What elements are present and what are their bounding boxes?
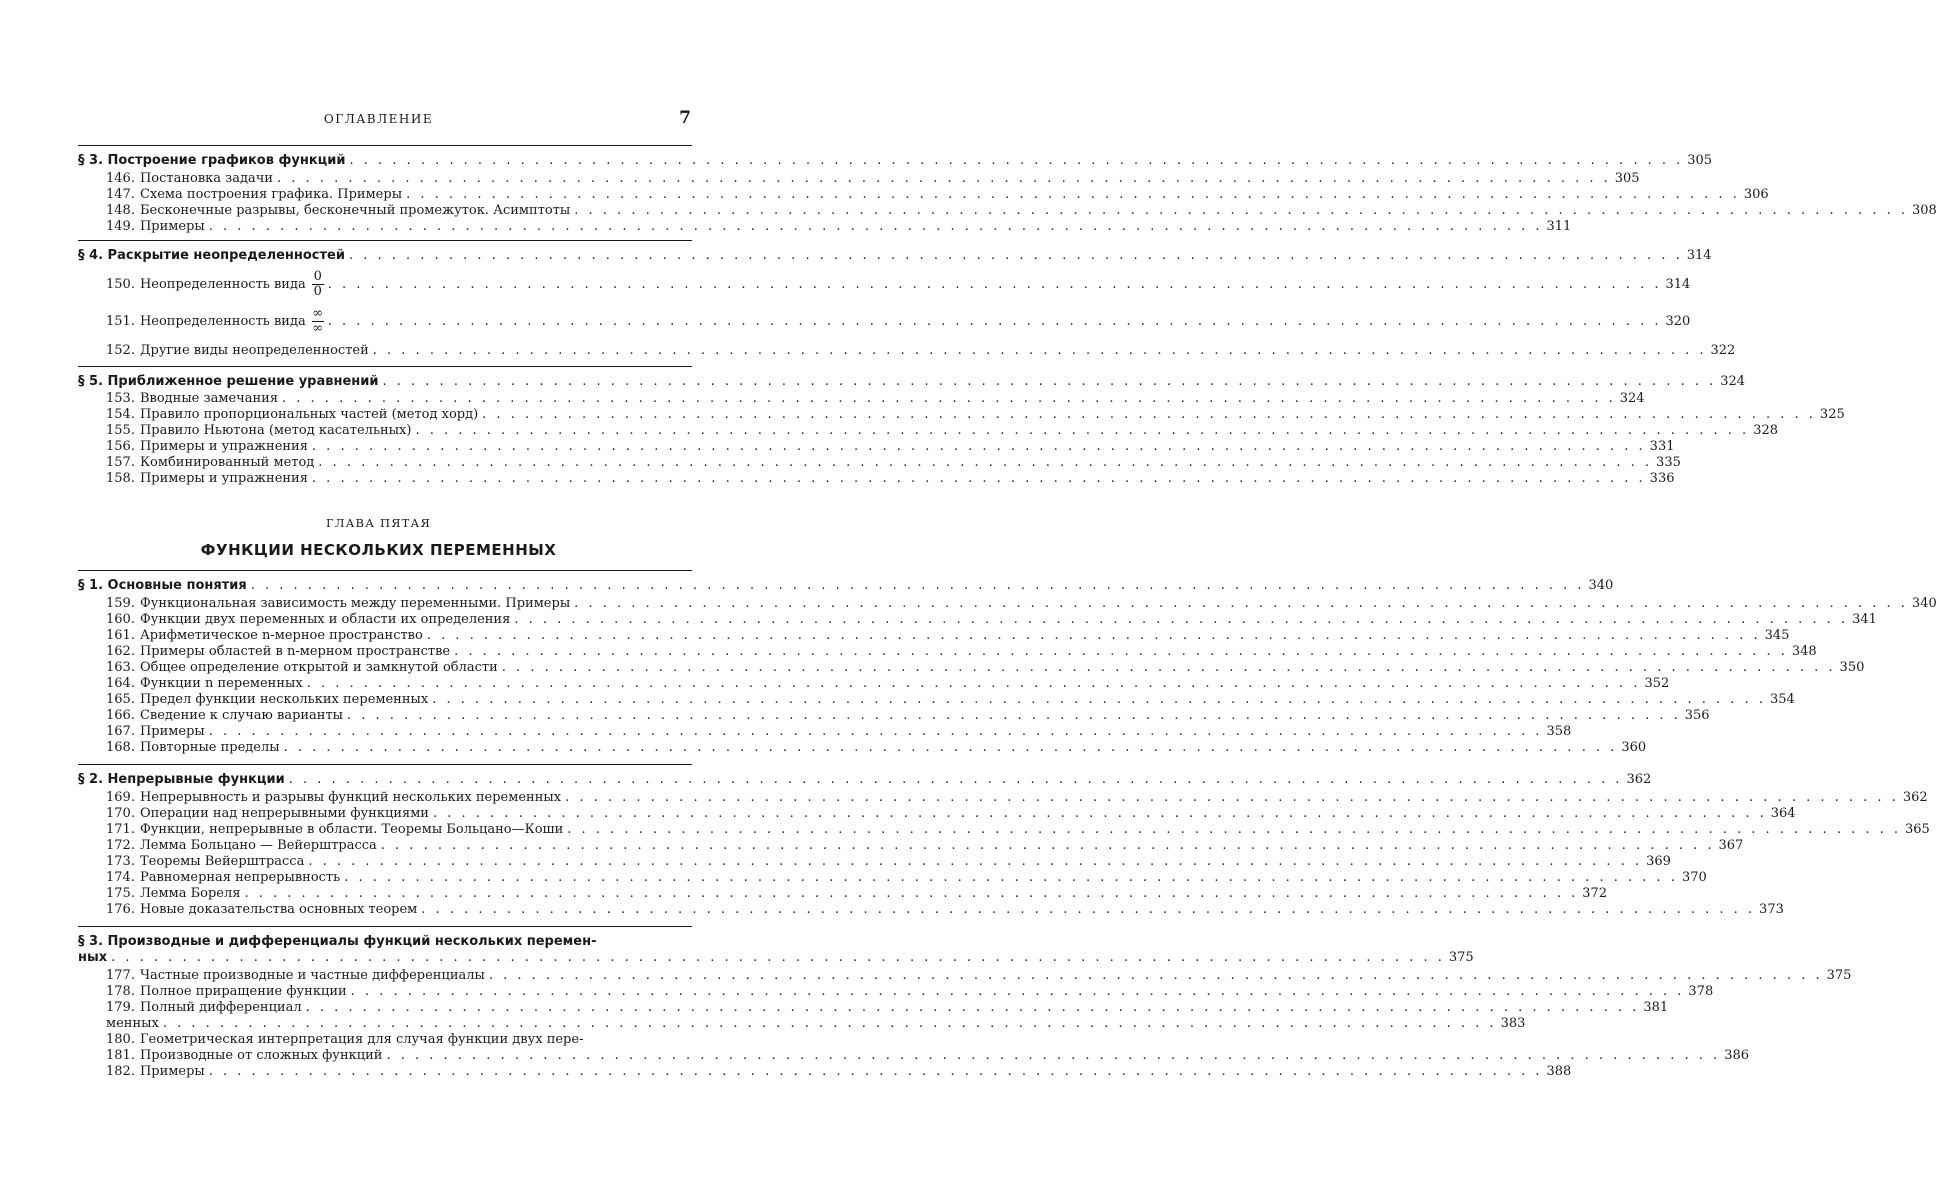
section-title: § 4. Раскрытие неопределенностей bbox=[78, 248, 345, 263]
entry-page: 364 bbox=[1770, 806, 1796, 821]
leader-dots bbox=[574, 203, 1908, 218]
entry-number: 149. bbox=[106, 219, 135, 234]
entry-number: 156. bbox=[106, 439, 135, 454]
section-page: 362 bbox=[1626, 772, 1652, 787]
toc-entry bbox=[106, 805, 1796, 821]
section-heading bbox=[78, 577, 1614, 593]
section-page: 305 bbox=[1687, 153, 1713, 168]
leader-dots bbox=[308, 854, 1642, 869]
toc-entry bbox=[106, 821, 1930, 837]
leader-dots bbox=[277, 171, 1611, 186]
entry-title: Новые доказательства основных теорем bbox=[139, 902, 418, 917]
leader-dots bbox=[312, 439, 1646, 454]
entry-title: Геометрическая интерпретация для случая функции двух пере- bbox=[139, 1032, 584, 1047]
leader-dots bbox=[251, 578, 1585, 593]
entry-number: 146. bbox=[106, 171, 135, 186]
section-page: 324 bbox=[1720, 374, 1746, 389]
toc-entry bbox=[106, 1031, 692, 1047]
entry-title: Общее определение открытой и замкнутой области bbox=[139, 660, 498, 675]
entry-page: 356 bbox=[1684, 708, 1710, 723]
entry-page: 388 bbox=[1546, 1064, 1572, 1079]
entry-page: 305 bbox=[1614, 171, 1640, 186]
leader-dots bbox=[373, 343, 1707, 358]
toc-entry bbox=[106, 707, 1710, 723]
section-heading bbox=[78, 152, 1713, 168]
toc-entry bbox=[106, 470, 1675, 486]
section-heading bbox=[78, 373, 1746, 389]
toc-entry bbox=[106, 438, 1675, 454]
leader-dots bbox=[328, 277, 1662, 292]
toc-entry bbox=[106, 691, 1795, 707]
entry-title: Примеры и упражнения bbox=[139, 439, 308, 454]
leader-dots bbox=[111, 950, 1445, 965]
toc-entry bbox=[106, 1063, 1572, 1079]
leader-dots bbox=[350, 153, 1684, 168]
entry-page: 358 bbox=[1546, 724, 1572, 739]
fraction-denominator: ∞ bbox=[312, 320, 324, 336]
toc-entry bbox=[106, 967, 1852, 983]
entry-number: 162. bbox=[106, 644, 135, 659]
entry-number: 178. bbox=[106, 984, 135, 999]
entry-number: 152. bbox=[106, 343, 135, 358]
toc-entry bbox=[106, 305, 1691, 336]
entry-number: 155. bbox=[106, 423, 135, 438]
leader-dots bbox=[567, 822, 1901, 837]
leader-dots bbox=[347, 708, 1681, 723]
section-rule bbox=[78, 926, 692, 927]
entry-number: 180. bbox=[106, 1032, 135, 1047]
toc-entry bbox=[106, 675, 1670, 691]
toc-entry bbox=[106, 627, 1790, 643]
entry-page: 378 bbox=[1688, 984, 1714, 999]
entry-page: 325 bbox=[1819, 407, 1845, 422]
entry-page: 345 bbox=[1764, 628, 1790, 643]
entry-page: 367 bbox=[1718, 838, 1744, 853]
leader-dots bbox=[344, 870, 1678, 885]
fraction-denominator: 0 bbox=[313, 283, 322, 299]
entry-title: Примеры bbox=[139, 724, 205, 739]
leader-dots bbox=[307, 676, 1641, 691]
entry-title: Примеры областей в n-мерном пространстве bbox=[139, 644, 451, 659]
entry-page: 372 bbox=[1582, 886, 1608, 901]
entry-page: 306 bbox=[1743, 187, 1769, 202]
entry-title: Операции над непрерывными функциями bbox=[139, 806, 429, 821]
toc-entry bbox=[106, 837, 1744, 853]
entry-page: 314 bbox=[1665, 276, 1691, 292]
entry-page: 341 bbox=[1852, 612, 1877, 627]
section-heading bbox=[78, 247, 1712, 263]
toc-entry bbox=[106, 390, 1645, 406]
entry-page: 381 bbox=[1643, 1000, 1669, 1015]
toc-entry bbox=[106, 454, 1681, 470]
entry-page: 331 bbox=[1649, 439, 1675, 454]
leader-dots bbox=[383, 374, 1717, 389]
toc-entry bbox=[106, 739, 1647, 755]
leader-dots bbox=[282, 391, 1616, 406]
entry-number: 163. bbox=[106, 660, 135, 675]
entry-title: Неопределенность вида bbox=[139, 313, 306, 329]
entry-title: Лемма Бореля bbox=[139, 886, 241, 901]
entry-page: 311 bbox=[1546, 219, 1572, 234]
entry-number: 174. bbox=[106, 870, 135, 885]
toc-entry bbox=[106, 268, 1691, 299]
section-rule bbox=[78, 240, 692, 241]
entry-title: Частные производные и частные дифференциалы bbox=[139, 968, 485, 983]
leader-dots bbox=[209, 1064, 1543, 1079]
entry-title: Примеры bbox=[139, 219, 205, 234]
leader-dots bbox=[406, 187, 1740, 202]
entry-title: Теоремы Вейерштрасса bbox=[139, 854, 305, 869]
toc-entry bbox=[106, 723, 1572, 739]
entry-page: 328 bbox=[1753, 423, 1779, 438]
leader-dots bbox=[209, 724, 1543, 739]
section-heading bbox=[78, 771, 1652, 787]
fraction bbox=[312, 270, 324, 299]
toc-entry bbox=[106, 1047, 1750, 1063]
leader-dots bbox=[244, 886, 1578, 901]
toc-entry-continuation bbox=[106, 1015, 1526, 1031]
leader-dots bbox=[415, 423, 1749, 438]
entry-title: Вводные замечания bbox=[139, 391, 279, 406]
entry-page: 335 bbox=[1656, 455, 1681, 470]
section-heading bbox=[78, 933, 692, 949]
leader-dots bbox=[284, 740, 1618, 755]
entry-page: 375 bbox=[1826, 968, 1852, 983]
fraction-numerator: 0 bbox=[313, 268, 322, 284]
leader-dots bbox=[565, 790, 1899, 805]
entry-page: 352 bbox=[1644, 676, 1670, 691]
entry-number: 170. bbox=[106, 806, 135, 821]
toc-entry bbox=[106, 869, 1707, 885]
entry-number: 164. bbox=[106, 676, 135, 691]
entry-number: 148. bbox=[106, 203, 135, 218]
toc-entry bbox=[106, 218, 1572, 234]
entry-number: 157. bbox=[106, 455, 135, 470]
fraction bbox=[312, 307, 324, 336]
entry-page: 370 bbox=[1681, 870, 1707, 885]
entry-number: 147. bbox=[106, 187, 135, 202]
entry-number: 182. bbox=[106, 1064, 135, 1079]
section-rule bbox=[78, 570, 692, 571]
entry-title: Производные от сложных функций bbox=[139, 1048, 383, 1063]
section-page: 314 bbox=[1686, 248, 1712, 263]
entry-title: Другие виды неопределенностей bbox=[139, 343, 369, 358]
entry-page: 324 bbox=[1619, 391, 1645, 406]
entry-number: 175. bbox=[106, 886, 135, 901]
entry-number: 181. bbox=[106, 1048, 135, 1063]
leader-dots bbox=[502, 660, 1836, 675]
entry-number: 160. bbox=[106, 612, 135, 627]
entry-number: 171. bbox=[106, 822, 135, 837]
running-title: ОГЛАВЛЕНИЕ bbox=[323, 112, 434, 126]
toc-entry bbox=[106, 901, 1784, 917]
section-page: 340 bbox=[1588, 578, 1614, 593]
leader-dots bbox=[489, 968, 1823, 983]
entry-title: Примеры и упражнения bbox=[139, 471, 308, 486]
entry-title: Комбинированный метод bbox=[139, 455, 315, 470]
entry-title: Лемма Больцано — Вейерштрасса bbox=[139, 838, 377, 853]
entry-number: 177. bbox=[106, 968, 135, 983]
entry-number: 179. bbox=[106, 1000, 135, 1015]
entry-title: Схема построения графика. Примеры bbox=[139, 187, 403, 202]
leader-dots bbox=[349, 248, 1683, 263]
entry-title: Правило пропорциональных частей (метод хорд) bbox=[139, 407, 479, 422]
toc-entry bbox=[106, 659, 1865, 675]
running-head bbox=[0, 108, 757, 132]
entry-title: Правило Ньютона (метод касательных) bbox=[139, 423, 412, 438]
entry-number: 176. bbox=[106, 902, 135, 917]
leader-dots bbox=[351, 984, 1685, 999]
entry-page: 386 bbox=[1724, 1048, 1750, 1063]
entry-page: 340 bbox=[1911, 596, 1937, 611]
fraction-numerator: ∞ bbox=[312, 305, 324, 321]
section-heading-continuation bbox=[78, 949, 1474, 965]
entry-number: 151. bbox=[106, 313, 135, 329]
section-title: § 5. Приближенное решение уравнений bbox=[78, 374, 379, 389]
leader-dots bbox=[209, 219, 1543, 234]
entry-page: 369 bbox=[1646, 854, 1671, 869]
entry-title: Предел функции нескольких переменных bbox=[139, 692, 429, 707]
leader-dots bbox=[381, 838, 1715, 853]
entry-number: 168. bbox=[106, 740, 135, 755]
entry-title: Функции n переменных bbox=[139, 676, 303, 691]
entry-page: 336 bbox=[1649, 471, 1675, 486]
toc-entry bbox=[106, 342, 1736, 358]
entry-number: 158. bbox=[106, 471, 135, 486]
toc-entry bbox=[106, 853, 1671, 869]
entry-page: 383 bbox=[1500, 1016, 1526, 1031]
toc-entry bbox=[106, 983, 1714, 999]
toc-entry bbox=[106, 999, 1669, 1015]
toc-entry bbox=[106, 595, 1937, 611]
toc-entry bbox=[106, 885, 1608, 901]
entry-number: 153. bbox=[106, 391, 135, 406]
chapter-title: ФУНКЦИИ НЕСКОЛЬКИХ ПЕРЕМЕННЫХ bbox=[200, 541, 557, 559]
section-title: § 3. Производные и дифференциалы функций нескольких перемен- bbox=[78, 934, 597, 949]
toc-entry bbox=[106, 202, 1937, 218]
leader-dots bbox=[432, 692, 1766, 707]
toc-entry bbox=[106, 406, 1845, 422]
leader-dots bbox=[306, 1000, 1640, 1015]
section-rule bbox=[78, 366, 692, 367]
section-rule bbox=[78, 764, 692, 765]
leader-dots bbox=[386, 1048, 1720, 1063]
leader-dots bbox=[482, 407, 1816, 422]
entry-number: 159. bbox=[106, 596, 135, 611]
entry-title: Арифметическое n-мерное пространство bbox=[139, 628, 423, 643]
entry-title: Равномерная непрерывность bbox=[139, 870, 341, 885]
entry-page: 365 bbox=[1905, 822, 1930, 837]
entry-number: 165. bbox=[106, 692, 135, 707]
toc-entry bbox=[106, 422, 1779, 438]
leader-dots bbox=[328, 314, 1662, 329]
leader-dots bbox=[318, 455, 1652, 470]
leader-dots bbox=[421, 902, 1755, 917]
page-number: 7 bbox=[679, 108, 691, 128]
entry-number: 154. bbox=[106, 407, 135, 422]
leader-dots bbox=[514, 612, 1848, 627]
leader-dots bbox=[427, 628, 1761, 643]
toc-entry bbox=[106, 186, 1769, 202]
entry-page: 362 bbox=[1902, 790, 1928, 805]
entry-number: 161. bbox=[106, 628, 135, 643]
leader-dots bbox=[433, 806, 1767, 821]
entry-page: 373 bbox=[1759, 902, 1784, 917]
entry-title-continuation: менных bbox=[106, 1016, 159, 1031]
toc-entry bbox=[106, 643, 1817, 659]
leader-dots bbox=[574, 596, 1908, 611]
entry-title: Функции, непрерывные в области. Теоремы Больцано—Коши bbox=[139, 822, 564, 837]
entry-page: 322 bbox=[1710, 343, 1736, 358]
entry-title: Функции двух переменных и области их определения bbox=[139, 612, 511, 627]
leader-dots bbox=[312, 471, 1646, 486]
entry-title: Функциональная зависимость между переменными. Примеры bbox=[139, 596, 571, 611]
toc-entry bbox=[106, 170, 1640, 186]
section-page: 375 bbox=[1448, 950, 1474, 965]
entry-title: Сведение к случаю варианты bbox=[139, 708, 344, 723]
entry-page: 350 bbox=[1839, 660, 1865, 675]
entry-number: 167. bbox=[106, 724, 135, 739]
entry-title: Бесконечные разрывы, бесконечный промежуток. Асимптоты bbox=[139, 203, 571, 218]
section-title: § 2. Непрерывные функции bbox=[78, 772, 285, 787]
entry-title: Непрерывность и разрывы функций нескольких переменных bbox=[139, 790, 562, 805]
leader-dots bbox=[289, 772, 1623, 787]
section-title-continuation: ных bbox=[78, 950, 108, 965]
entry-page: 354 bbox=[1769, 692, 1795, 707]
section-title: § 1. Основные понятия bbox=[78, 578, 247, 593]
entry-page: 360 bbox=[1621, 740, 1647, 755]
entry-title: Полный дифференциал bbox=[139, 1000, 302, 1015]
chapter-label: ГЛАВА ПЯТАЯ bbox=[326, 516, 431, 530]
entry-page: 308 bbox=[1912, 203, 1937, 218]
toc-entry bbox=[106, 611, 1877, 627]
toc-entry bbox=[106, 789, 1928, 805]
leader-dots bbox=[163, 1016, 1497, 1031]
entry-title: Повторные пределы bbox=[139, 740, 280, 755]
entry-title: Постановка задачи bbox=[139, 171, 274, 186]
entry-number: 150. bbox=[106, 276, 135, 292]
entry-number: 169. bbox=[106, 790, 135, 805]
entry-number: 166. bbox=[106, 708, 135, 723]
entry-title: Примеры bbox=[139, 1064, 205, 1079]
entry-page: 320 bbox=[1665, 313, 1691, 329]
entry-number: 173. bbox=[106, 854, 135, 869]
leader-dots bbox=[454, 644, 1788, 659]
entry-title: Полное приращение функции bbox=[139, 984, 347, 999]
entry-page: 348 bbox=[1791, 644, 1817, 659]
section-title: § 3. Построение графиков функций bbox=[78, 153, 346, 168]
entry-title: Неопределенность вида bbox=[139, 276, 306, 292]
entry-number: 172. bbox=[106, 838, 135, 853]
section-rule bbox=[78, 145, 692, 146]
